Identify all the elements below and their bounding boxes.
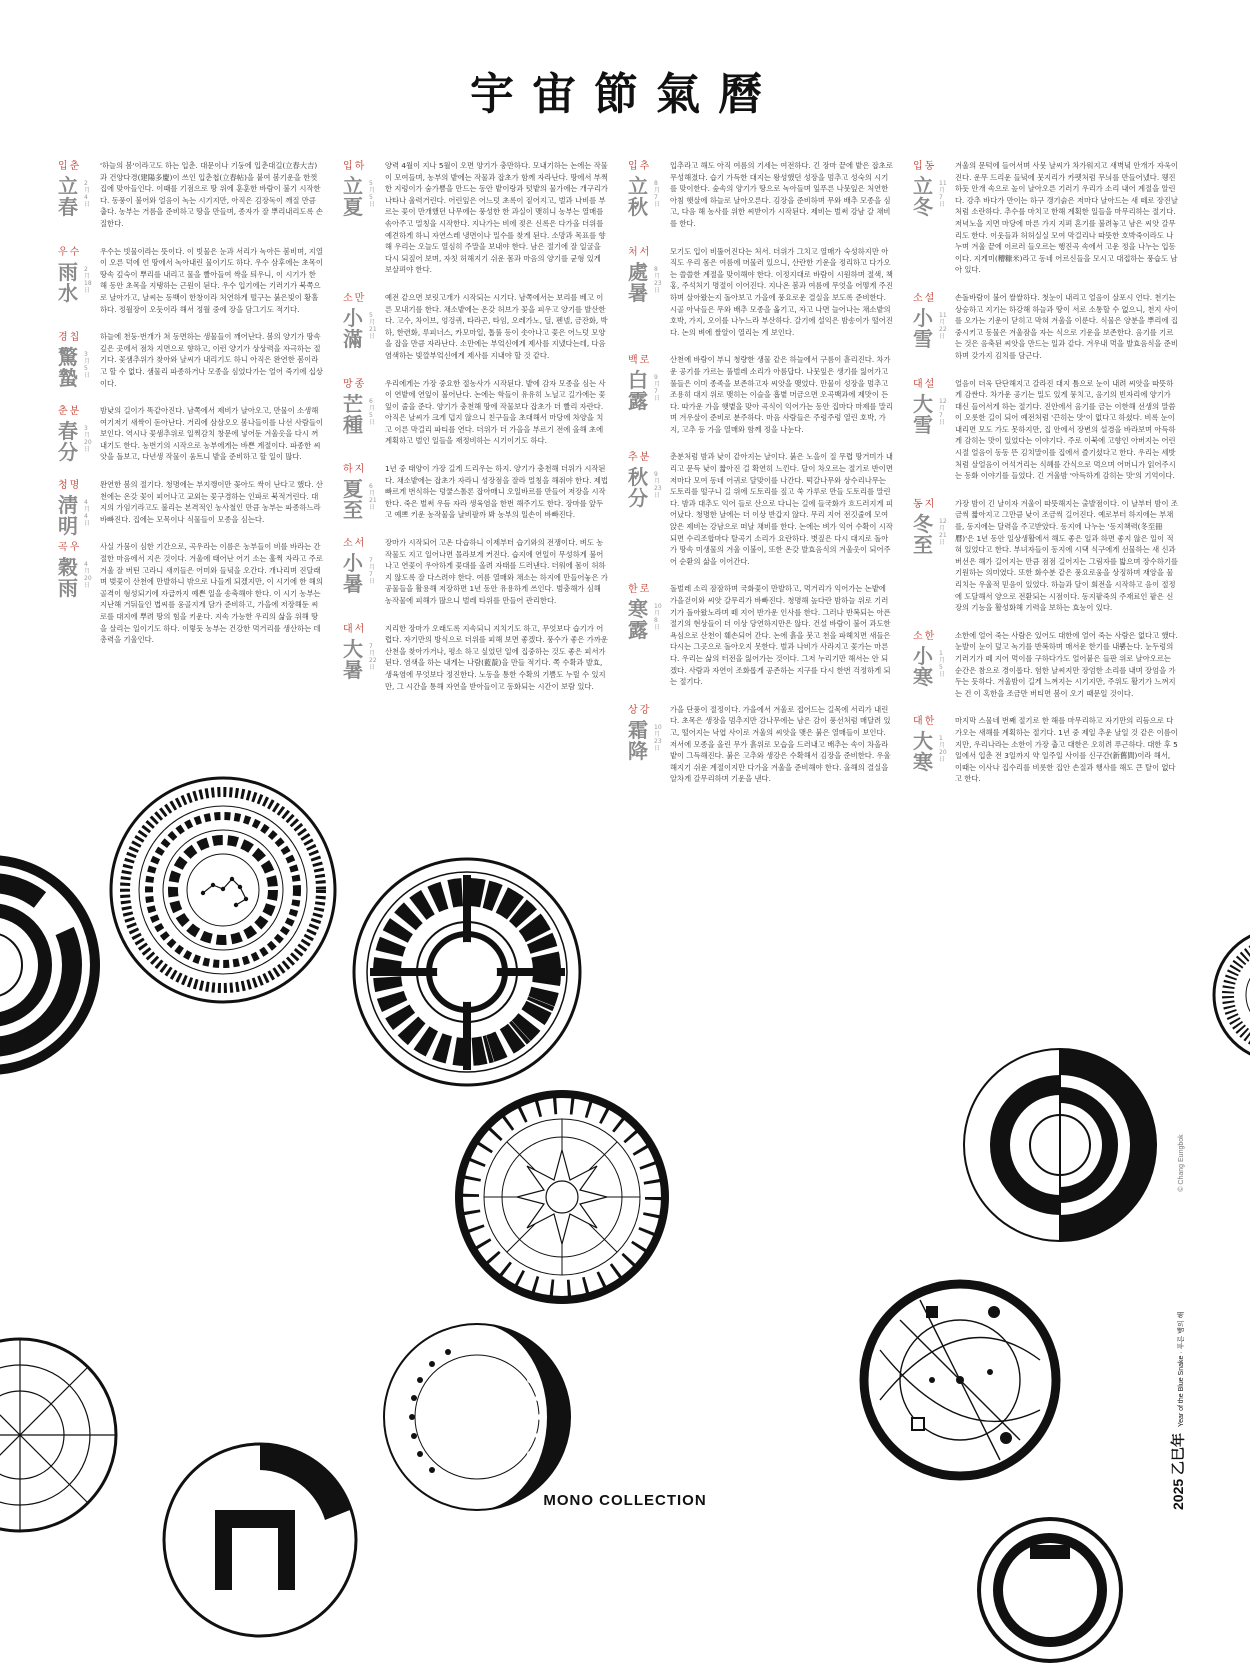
disc-rings-left-edge: [0, 855, 100, 1075]
term-hanja: 夏至: [343, 477, 363, 523]
disc-right-edge: [1210, 925, 1250, 1065]
term-korean-name: 청명: [58, 480, 82, 492]
solar-term: [628, 246, 893, 339]
disc-constellation-web: [860, 1280, 1060, 1480]
solar-term: [913, 630, 1178, 700]
term-date: 3月5日: [84, 351, 91, 380]
term-heading: [343, 378, 383, 436]
term-hanja: 小寒: [913, 643, 933, 689]
term-hanja: 立秋: [628, 174, 648, 219]
solar-term: [628, 451, 893, 567]
term-korean-name: 춘분: [58, 406, 82, 418]
term-korean-name: 경칩: [58, 332, 82, 344]
term-heading: [343, 623, 383, 681]
term-description: 가장 밤이 긴 날이자 겨울이 따뜻해지는 출발점이다. 이 날부터 밤이 조금씩 짧아지고 그만큼 낮이 조금씩 길어진다. 예로부터 하지에는 부채를, 동지에는 달력을 주고받았다. 동지에 나누는 '동지책력(冬至冊曆)'은 1년 동안 일상생활에서 해도 좋은 일과 하면 좋지 않은 일이 적혀 있었다고 한다. 부녀자들이 동지에 시댁 식구에게 선물하는 새 신과 버선은 해가 길어지는 만큼 점점 길어지는 그림자를 밟으며 장수하기를 기원하는 의미였다. 또한 화수분 같은 풍요로움을 상징하며 재앙을 물리치는 우울적 믿음이 있었다. 하늘과 달이 회전을 시작하고 음이 절정에 도달해서 양으로 전환되는 시점이다. 동지팥죽의 주재료인 팥은 신장의 기능을 활성화해 기력을 보하는 효능이 있다.: [955, 498, 1178, 613]
term-korean-name: 추분: [628, 452, 652, 464]
term-hanja: 白露: [628, 368, 648, 414]
term-heading: [343, 537, 383, 595]
term-heading: [58, 160, 98, 218]
term-date: 12月21日: [939, 517, 947, 546]
term-heading: [628, 160, 668, 218]
term-korean-name: 입하: [343, 161, 367, 172]
term-heading: [58, 246, 98, 304]
term-heading: [343, 463, 383, 521]
term-hanja: 小暑: [343, 551, 363, 597]
credit: © Chang Eungbok: [1178, 1134, 1185, 1192]
term-description: 모기도 입이 비뚤어진다는 처서. 더위가 그치고 열매가 숙성하지만 아직도 우리 몸은 여름에 머물러 있으니, 산란한 기운을 정리하고 다가오는 쓸쓸한 계절을 맞이해야 한다. 이정지대로 바람이 시원하며 절색, 책홍, 주석처기 명절이 이어진다. 지나온 봄과 여름에 무엇을 어떻게 주진하며 살아왔는지 돌아보고 가을에 풍요로운 결실을 보도록 준비한다. 시골 아낙들은 무와 배추 모종을 옮기고, 자고 나면 늘어나는 채소밭의 호박, 가지, 오이를 나누느라 부산하다. 갈기에 설익은 밤송이가 떨어진다. 논의 벼에 쌀알이 열리는 게 보인다.: [670, 246, 893, 337]
term-hanja: 霜降: [628, 717, 648, 763]
term-heading: [913, 630, 953, 688]
term-description: 춘분처럼 밤과 낮이 같아지는 날이다. 붉은 노을이 질 무렵 땅거미가 내리고 문득 낮이 짧아진 걸 확연히 느낀다. 달이 차오르는 절기로 반이면 저마다 모여 동네 어귀로 달맞이를 나간다. 떡갈나무와 상수리나무는 도토리를 떨구니 길 위에 도토리를 짚고 쑥 가루로 만들 도토리를 말린다. 밤과 대추도 익어 들로 산으로 다니는 길에 들국화가 흐드러지게 피어났다. 청명한 날에는 더 이상 반갑지 않다. 무리 지어 전깃줄에 모여 앉은 제비는 강남으로 떠날 채비를 한다. 논에는 벼가 익어 수확이 시작되면 수리조합마다 탈곡기 소리가 요란하다. 볏짚은 다시 대지로 돌아가 땅속 미생물의 겨울 이불이, 또한 온갖 발효음식의 겨울옷이 되어주어 순환의 삶을 이어간다.: [670, 452, 893, 566]
term-date: 4月20日: [84, 561, 92, 590]
solar-term: [913, 160, 1178, 276]
solar-term: [343, 623, 608, 693]
term-hanja: 淸明: [58, 493, 78, 539]
term-heading: [58, 331, 98, 389]
term-hanja: 小雪: [913, 305, 933, 351]
term-date: 2月4日: [84, 180, 91, 208]
term-date: 8月23日: [654, 265, 662, 294]
term-description: 하늘에 천둥·번개가 쳐 동면하는 생물들이 깨어난다. 봄의 양기가 땅속 깊은 곳에서 점차 지면으로 향하고, 이런 양기가 상상력을 자극하는 절기다. 꽃샘추위가 찾아와 날씨가 내리기도 하니 아직은 완연한 봄이라고 할 수 없다. 샘물리 파종하거나 모종을 심었다가는 얼어 죽기에 십상이다.: [100, 332, 323, 388]
term-heading: [58, 541, 98, 599]
disc-dotted-crescent: [380, 1320, 575, 1515]
term-heading: [913, 498, 953, 556]
page-title: 宇宙節氣曆: [470, 69, 780, 120]
solar-term: [58, 246, 323, 316]
term-heading: [628, 451, 668, 509]
term-description: 우리에게는 가장 중요한 절농사가 시작된다. 밭에 감자 모종을 심는 사이 연밭에 연잎이 불어난다. 논에는 학들이 유유히 노닐고 길가에는 꽃잎이 줄을 준다. 양기가 충천해 땅에 작물보다 잡초가 더 빨리 자란다. 아직은 날씨가 크게 덥지 않으니 친구들을 초대해서 마당에 차양을 치고 이른 막걸리 파티를 연다. 더위가 더 가을을 부르기 전에 올해 초에 계획하고 벌인 일들을 재정비하는 시기이기도 하다.: [385, 378, 606, 446]
term-heading: [913, 715, 953, 773]
term-date: 2月18日: [84, 265, 92, 294]
term-description: 양력 4월이 지나 5월이 오면 양기가 충만하다. 모내기하는 논에는 작물이 모여들며, 농부의 밭에는 작물과 잡초가 함께 자라난다. 땅에서 부쩍한 지렁이가 숨가쁨을 만드는 동안 밭이랑과 텃밭의 물가에는 개구리가 나타나 울력거린다. 어린잎은 어느덧 초록이 짙어지고, 벌과 나비를 부르는 꽃이 만개했던 나무에는 풍성한 한 과실이 맺히니 농부는 열매를 솎아주고 멀칭을 시작한다. 지나가는 비에 젖은 신록은 다가올 더위를 예견하게 하니 자연스레 냉면이나 밀수를 찾게 된다. 소망과 목표를 향해 우리는 오늘도 열심히 주말을 보내야 한다. 남은 절기에 잘 일굴을 다시 되짚어 보며, 자칫 허해지기 쉬운 몸과 마음의 양기를 균형 있게 보살펴야 한다.: [385, 161, 608, 275]
disc-bottom-right: [975, 1515, 1125, 1665]
term-date: 1月20日: [939, 735, 947, 764]
term-description: 산천에 바람이 부니 청량한 생물 같은 하늘에서 구름이 흩리진다. 차가운 공기를 가르는 풀벌레 소리가 아름답다. 나뭇잎은 생기를 잃어가고 풀들은 이미 종족을 보존하고자 씨앗을 맺었다. 만물이 성장을 멈추고 조용히 대지 위로 맺히는 이슬을 흡볕 머금으면 오곡백과에 제맛이 든다. 따가운 가을 햇볕을 맞아 곡식이 익어가는 동안 집마다 마제를 말리며 겨우살이 준비로 분주하다. 마음 사람들은 주렁주렁 열린 호박, 가지, 고추 등 가을 열매와 함께 정을 나눈다.: [670, 355, 893, 434]
solar-term: [628, 704, 893, 785]
term-korean-name: 동지: [913, 498, 937, 510]
term-hanja: 大寒: [913, 729, 933, 775]
term-description: 1년 중 태양이 가장 길게 드리우는 하지. 양기가 충천해 더위가 시작된다. 채소밭에는 잡초가 자라니 성장점을 잘라 멀칭을 해줘야 한다. 제법 빠르게 번식하는 덩쿨스톨론 잡아매니 오일바르를 만들어 저장을 시작한다. 죽은 벌써 우듬 자라 생육염을 한번 해주기도 한다. 장마를 앞두고 예쁘 키운 농작물을 날비팔까 봐 농부의 일손이 바빠진다.: [385, 464, 608, 520]
term-hanja: 寒露: [628, 597, 648, 643]
term-heading: [343, 160, 383, 218]
solar-term: [913, 292, 1178, 362]
term-heading: [58, 405, 98, 463]
term-hanja: 處暑: [628, 259, 648, 305]
term-description: 완연한 봄의 절기다. 청명에는 부지깽이만 꽂아도 싹이 난다고 했다. 산천에는 온갖 꽃이 피어나고 교외는 꽃구경하는 인파로 북적거린다. 대지의 가임기라고도 불리는 본격적인 농사철인 만큼 농부는 파종하느라 바빠진다. 집에는 모목이나 식물들이 모종을 심는다.: [100, 480, 323, 524]
term-korean-name: 한로: [628, 584, 652, 596]
term-korean-name: 소설: [913, 292, 937, 304]
year-subtitle: Year of the Blue Snake · 푸른 뱀의 해: [1178, 1311, 1185, 1427]
term-date: 6月21日: [369, 483, 377, 512]
term-heading: [628, 704, 668, 762]
season-column: [913, 160, 1178, 801]
solar-term: [58, 405, 323, 463]
term-heading: [913, 378, 953, 436]
term-hanja: 秋分: [628, 465, 648, 511]
solar-term: [913, 378, 1178, 482]
term-korean-name: 입동: [913, 161, 937, 172]
season-column: [628, 160, 893, 801]
term-date: 7月22日: [369, 642, 377, 671]
term-description: 가을 단풍이 절정이다. 가을에서 겨울로 접어드는 길목에 서리가 내린다. 초목은 생장을 멈추지만 감나무에는 남은 감이 풍선처럼 매달려 있고, 떨어지는 낙엽 사이로 겨울의 씨앗을 맺은 붉은 열매들이 보인다. 저서에 모종을 올린 무가 흙위로 모습을 드러내고 배추는 속이 차올라 밭이 그득해진다. 붉은 고추와 생강은 수확해서 김장을 준비한다. 우울해지기 쉬운 계절이지만 다가올 겨울을 준비해야 한다. 올해의 결실을 알차게 갈무리하며 기운을 낸다.: [670, 704, 891, 784]
term-date: 6月5日: [369, 397, 376, 426]
term-date: 11月22日: [939, 311, 947, 340]
solar-term: [58, 541, 323, 645]
side-note: [1168, 1134, 1208, 1510]
disc-meander-pattern: [350, 855, 585, 1090]
term-korean-name: 소서: [343, 538, 367, 550]
term-korean-name: 소만: [343, 292, 367, 304]
solar-term: [343, 378, 608, 448]
term-date: 4月4日: [84, 499, 91, 528]
term-hanja: 穀雨: [58, 555, 78, 601]
term-korean-name: 상강: [628, 704, 652, 716]
term-hanja: 雨水: [58, 259, 78, 305]
term-date: 10月8日: [654, 603, 662, 632]
solar-term: [343, 292, 608, 362]
term-korean-name: 망종: [343, 378, 367, 390]
term-hanja: 立春: [58, 174, 78, 219]
term-korean-name: 곡우: [58, 542, 82, 554]
term-description: '하늘의 봄'이라고도 하는 입춘. 대문이나 기둥에 입춘대길(立春大吉)과 건양다경(建陽多慶)이 쓰인 입춘첩(立春帖)을 붙여 봄기운을 한껏 집에 맞아들인다. 이때를 기점으로 땅 위에 훈훈한 바람이 불기 시작한다. 동풍이 불어와 얼음이 녹는 시기지만, 아직은 김장독이 깨질 만큼 춥다. 농부는 거름을 준비하고 땅을 만들며, 종자가 잘 뿌리내리도록 손질한다.: [100, 161, 323, 228]
term-description: 돌벌레 소리 잠잠하며 국화꽃이 만발하고, 먹거리가 익어가는 논밭에 가을걷이와 씨앗 갈무리가 바빠진다. 청명해 높다란 밤하늘 위로 기러기가 돌아왔노라며 떼 지어 반가운 인사를 한다. 그러나 반복되는 아픈 절기의 현상들이 더 이상 당연하지만은 않다. 건설 바람이 불어 과도한 욕심으로 산천이 훼손되어 간다. 논에 흙을 붓고 천을 파헤치면 새들은 다시는 그곳으로 돌아오지 못한다. 벌과 나비가 사라지고 꽃가는 마른다. 우리는 삶의 터전을 잃어가는 것이다. 그저 누리기만 해서는 안 되겠다. 사람과 자연이 조화롭게 공존하는 지구를 다시 한번 걱정하게 되는 절기다.: [670, 584, 891, 687]
solar-term: [913, 715, 1178, 785]
term-description: 우수는 빗물이라는 뜻이다. 이 빗물은 눈과 서리가 녹아든 봄비며, 지열이 오른 덕에 언 땅에서 녹아내린 물이기도 하다. 우수 삼후에는 초목이 땅속 깊숙이 뿌리를 내리고 물을 빨아들여 싹을 틔우니, 이 시기가 한 해 동안 초목을 지탱하는 근원이 된다. 우수 입기에는 기러기가 북쪽으로 날아가고, 날씨는 동백이 한창이라 처연하게 떨구는 붉은빛이 황홀하다. 정월장이 오듯이라 해서 정월 중에 장을 담그기도 적기다.: [100, 246, 323, 314]
term-date: 5月5日: [369, 180, 376, 208]
term-date: 7月7日: [369, 557, 376, 586]
term-description: 입추라고 해도 아직 여름의 기세는 여전하다. 긴 장마 끝에 밭은 잡초로 무성해졌다. 습기 가득한 대지는 왕성했던 성장을 멈추고 성숙의 시기를 맞이한다. 숲속의 양기가 땅으로 녹아들며 잎푸른 나뭇잎은 처연한 아침 햇살에 하늘로 날아오른다. 김장을 준비하며 무와 배추 모종을 심고, 다음 해 농사를 위한 씨받이가 시작된다. 제비는 벌써 강남 갈 채비를 한다.: [670, 161, 893, 228]
disc-square-bottom: [160, 1440, 360, 1640]
term-hanja: 大暑: [343, 636, 363, 682]
term-description: 손돌바람이 불어 쌀쌀하다. 첫눈이 내리고 얼음이 살포시 언다. 천기는 상승하고 지기는 하강해 하늘과 땅이 서로 소통할 수 없으니, 천지 사이를 오가는 기운이 닫히고 막혀 겨울을 이룬다. 식물은 양분을 뿌리에 집중시키고 동물은 겨울잠을 자는 식으로 기운을 보존한다. 옴기를 기르는 것은 음축된 씨앗을 만드는 일과 같다. 겨우내 먹을 발효음식을 준비하며 갖가지 김치를 담근다.: [955, 292, 1178, 360]
term-heading: [628, 583, 668, 641]
term-hanja: 芒種: [343, 391, 363, 437]
term-hanja: 立冬: [913, 174, 933, 219]
term-description: 예전 같으면 보릿고개가 시작되는 시기다. 남쪽에서는 보리를 베고 이른 모내기를 한다. 채소밭에는 온갖 허브가 꽃을 피우고 양기를 발산한다. 고수, 차이브, 엉겅퀴, 타라곤, 타임, 오레가노, 딜, 펜넬, 금잔화, 박하, 한련화, 루피너스, 카모마일, 톱풀 등이 솟아나고 꽃은 어느덧 모양을 잡을 만큼 자라난다. 소만에는 부엌신에게 제사를 지냈다는데, 다음 염색하는 빛깔부엌신에게 제사를 지내야 할 것 같다.: [385, 292, 608, 360]
season-column: [343, 160, 608, 708]
term-description: 겨울의 문턱에 들어서며 사뭇 날씨가 차가워지고 새벽녘 안개가 자욱이진다. 운무 드리운 들녘에 뭇지리가 카펫처럼 무늬를 만들어냈다. 웽진하듯 안개 속으로 높이 날아오른 기러기 우리가 소리 내어 계절을 알린다. 강추 바다가 만이는 하구 갱기슭은 저마다 날아드는 새 떼로 장진날처럼 소란하다. 추수를 마치고 한해 계획한 일들을 마무리하는 절기다. 저녁노을 지면 마당에 마른 가지 지펴 혼기를 불려놓고 남은 씨앗 갈무리도 한다. 이웃들과 허허실실 모여 막걸리나 따뜻한 호박죽이라도 나누며 겨울 끝에 이르러 들오르는 행진곡 속에서 고운 정을 나누는 입동이다. 지게미(糟糠米)라고 동네 어르신들을 모시고 대접하는 풍습도 남아 있다.: [955, 161, 1178, 275]
term-description: 밤낮의 길이가 똑같아진다. 남쪽에서 제비가 날아오고, 만물이 소생해 여기저기 새싹이 돋아난다. 거리에 삼삼오오 봄나들이를 나선 사람들이 보인다. 역시나 꽃샘추위로 일찍감치 창문에 넣어둔 겨울옷을 다시 꺼내기도 한다. 농번기의 시작으로 농부에게는 바쁜 계절이다. 파종한 씨앗을 돌보고, 다년생 작물이 움트니 밭을 준비하고 할 일이 많다.: [100, 406, 323, 462]
term-date: 12月7日: [939, 397, 947, 426]
term-heading: [343, 292, 383, 350]
term-hanja: 春分: [58, 419, 78, 465]
term-hanja: 冬至: [913, 511, 933, 557]
term-description: 사실 가뭄이 심한 기간으로, 곡우라는 이름은 농부들이 비를 바라는 간절한 마음에서 지은 것이다. 겨울에 태어난 어기 소는 훌쩍 자라고 주로 겨울 잘 버틴 고라니 새끼들은 어미와 들녘을 오간다. 개나리며 진달래며 벚꽃이 산천에 만발하니 밖으로 나들게 되겠지만, 이 시기에 한 해의 골격이 형성되기에 자급까지 예쁜 일을 송축해야 한다. 이 시기 농부는 지난해 거둬들인 볍씨를 웅골지게 담가 준비하고, 가을에 저장해둔 씨로를 대지에 뿌려 땅의 힘을 키운다. 지속 가능한 우리의 삶을 위해 땅을 살리는 일이기도 하다. 이렇듯 농부는 건강한 먹거리를 생산하는 데 총력을 기울인다.: [100, 542, 323, 645]
term-korean-name: 백로: [628, 355, 652, 367]
term-korean-name: 소한: [913, 630, 937, 642]
term-description: 마지막 스물네 번째 절기로 한 해를 마무리하고 자기만의 리듬으로 다가오는 새해를 계획하는 절기다. 1년 중 제일 추운 날일 것 같은 이름이지만, 우리나라는 소한이 가장 춥고 대한은 오히려 푸근하다. 대한 후 5일에서 입춘 전 3일까지 약 일주일 사이를 신구간(新舊間)이라 해서, 이때는 이사나 집수리를 비롯한 집안 손질과 행사를 해도 큰 탈이 없다고 한다.: [955, 716, 1178, 784]
term-heading: [628, 246, 668, 304]
solar-term: [628, 583, 893, 687]
term-heading: [58, 479, 98, 537]
term-date: 8月7日: [654, 180, 661, 208]
term-description: 지리한 장마가 오래도록 지속되니 지치기도 하고, 무엇보다 습기가 어렵다. 자기만의 방식으로 더위를 피해 보면 좋겠다. 풍수가 좋은 가까운 산천을 찾아가거나, 평소 하고 싶었던 일에 집중하는 것도 좋은 피서가 된다. 염색을 하는 내게는 나람(藍靛)을 만들 적기다. 쪽 수확과 발효, 생육염에 무엇보다 정진한다. 노동을 통한 수확의 기쁨도 누릴 수 있지만, 그 시간을 통해 자연을 받아들이고 동화되는 시간이 보람 있다.: [385, 623, 608, 691]
term-description: 얼음이 더욱 단단해지고 갈라진 대지 틈으로 눈이 내려 씨앗을 따뜻하게 감싼다. 차가운 공기는 밀도 있게 뭉치고, 음기의 빈자리에 양기가 대신 들어서게 하는 절기다. 진안에서 옴기를 금는 이한해 선생의 말씀이 오롯한 길이 되어 예전처럼 '끈히는 맛'이 없다고 하셨다. 비록 눈이 내리면 모도 가도 못하지만, 집 안에서 장변의 설경을 바라보며 아득하게 감히는 맛이 있었다는 이야기다. 주로 이북에 고향인 아버지는 어린 시절 얼음이 동동 뜬 김치말이를 집에서 즐기셨다고 한다. 우리는 세밧처럼 살얼음이 어석거리는 식혜를 간식으로 먹으며 어머니가 읽어주시는 동화 이야기를 들었다. 긴 겨울밤 '아득하게 감히는 맛'의 기억이다.: [955, 378, 1176, 481]
disc-bagua-astrology: [108, 775, 338, 1005]
term-hanja: 立夏: [343, 174, 363, 219]
solar-term: [913, 498, 1178, 614]
solar-term: [343, 537, 608, 607]
term-date: 3月20日: [84, 425, 92, 454]
solar-term: [58, 160, 323, 230]
term-description: 소한에 얼어 죽는 사람은 있어도 대한에 얼어 죽는 사람은 없다고 했다. 눈발이 눈이 덮고 녹기를 반복하며 매서운 한기를 내뿜는다. 눈두렁의 기러기가 떼 지어 먹이를 구하다가도 얼어붙은 들판 위로 날아오르는 순간은 참으로 경이롭다. 험한 날씨지만 장엄한 소리를 내며 장엄을 가두는 듯하다. 겨울밤이 길게 느껴지는 시기지만, 주위도 활기가 느껴지는 건 이 혹한을 조금만 버티면 봄이 오기 때문일 것이다.: [955, 630, 1178, 698]
term-korean-name: 처서: [628, 246, 652, 258]
brand-name: MONO COLLECTION: [543, 1492, 707, 1509]
term-date: 1月5日: [939, 649, 946, 678]
term-korean-name: 입춘: [58, 161, 82, 172]
disc-star-compass: [455, 1090, 670, 1305]
term-korean-name: 대설: [913, 378, 937, 390]
term-date: 9月23日: [654, 471, 662, 500]
term-hanja: 小滿: [343, 305, 363, 351]
solar-term: [58, 331, 323, 389]
solar-term: [343, 160, 608, 276]
term-korean-name: 대한: [913, 716, 937, 728]
disc-split-rings: [960, 1045, 1160, 1245]
term-korean-name: 입추: [628, 161, 652, 172]
term-heading: [913, 292, 953, 350]
term-date: 9月7日: [654, 374, 661, 403]
term-korean-name: 대서: [343, 623, 367, 635]
term-hanja: 大雪: [913, 391, 933, 437]
solar-term: [628, 354, 893, 435]
season-column: [58, 160, 323, 662]
solar-term: [628, 160, 893, 230]
term-date: 10月23日: [654, 723, 662, 752]
term-date: 11月7日: [939, 180, 947, 208]
term-heading: [628, 354, 668, 412]
solar-term: [58, 479, 323, 539]
term-description: 장마가 시작되어 고온 다습하니 이제부터 습기와의 전쟁이다. 벼도 농작물도 지고 일어나면 몰라보게 커진다. 습지에 연일이 무성하게 불어나고 연꽃이 우아하게 꽃대를 올려 자태를 드러낸다. 더워에 몸이 허하지 않도록 잘 다스려야 한다. 여름 열매와 채소는 하지에 만들어놓은 가공물들을 활용해 저장하면 1년 동안 유용하게 쓰인다. 범충해가 심해 농작물에 피해가 많으니 벌레 타위를 만들어 관리한다.: [385, 538, 608, 605]
term-date: 5月21日: [369, 311, 377, 340]
term-heading: [913, 160, 953, 218]
term-hanja: 驚蟄: [58, 345, 78, 391]
term-korean-name: 하지: [343, 464, 367, 476]
year-label: 2025 乙巳年: [1170, 1432, 1186, 1510]
term-korean-name: 우수: [58, 246, 82, 258]
solar-term: [343, 463, 608, 521]
